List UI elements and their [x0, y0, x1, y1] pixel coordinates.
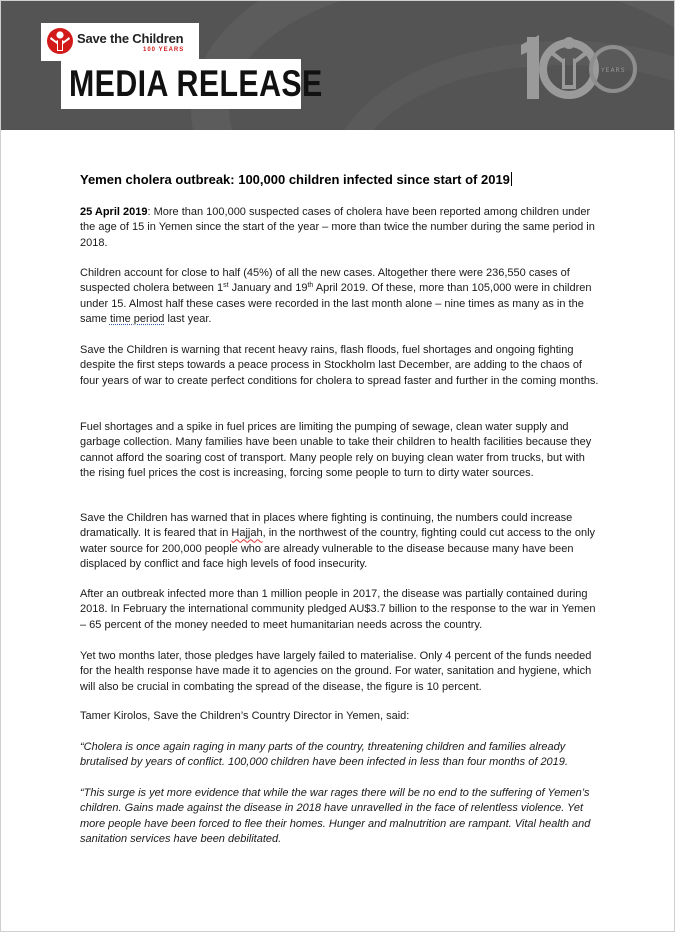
org-tagline: 100 YEARS [143, 47, 185, 53]
paragraph-8: Tamer Kirolos, Save the Children’s Country Director in Yemen, said: [80, 710, 410, 722]
paragraph-4: Fuel shortages and a spike in fuel prices are limiting the pumping of sewage, clean water supply and garbage collection. Many families have been unable to take their children to health facilities because they cannot afford the soaring cost of transport. Many people rely on buying clean water from trucks, but with the rising fuel prices the cost is increasing, forcing some people to turn to dirty water sources. [80, 421, 592, 480]
paragraph-2-a: Children account for close to half (45%) of all the new cases. Altogether there were 236,550 cases of suspected cholera between 1 [80, 267, 570, 295]
superscript-th: th [307, 282, 314, 290]
paragraph-5-a: Save the Children has warned that in places where fighting is continuing, the numbers could increase dramatically. It is feared that in [80, 512, 573, 540]
paragraph-2-d: last year. [164, 313, 212, 326]
header-banner [1, 1, 674, 130]
child-figure-icon [47, 28, 73, 54]
paragraph-1 [80, 205, 600, 251]
paragraph-7: Yet two months later, those pledges have largely failed to materialise. Only 4 percent of the funds needed for the health response have made it to agencies on the ground. For water, sanitation and hygiene, which will also be crucial in combating the spread of the disease, the figure is 10 percent. [80, 650, 592, 693]
save-the-children-logo [41, 23, 199, 61]
media-release-label [61, 59, 323, 109]
paragraph-5 [80, 511, 600, 573]
paragraph-1-text: : More than 100,000 suspected cases of cholera have been reported among children under the age of 15 in Yemen since the start of the year – more than twice the number during the same period in 2018. [80, 206, 595, 249]
headline [80, 172, 620, 187]
paragraph-2-b: January and 19 [228, 282, 308, 295]
quote-2: “This surge is yet more evidence that while the war rages there will be no end to the suffering of Yemen’s children. Gains made against the disease in 2018 have unravelled in the face of relentless violence. Yet more people have been forced to flee their homes. Hunger and malnutrition are rampant. Vital health and sanitation services have been debilitated. [80, 787, 591, 846]
release-text: MEDIA RELEASE [69, 63, 323, 104]
org-name: Save the Children [77, 31, 184, 46]
text-cursor [511, 172, 512, 186]
centenary-100-logo [521, 29, 641, 103]
paragraph-2 [80, 266, 600, 328]
paragraph-3: Save the Children is warning that recent heavy rains, flash floods, fuel shortages and ongoing fighting despite the first steps towards a peace process in Stockholm last December, are adding to the chaos of four years of war to create perfect conditions for cholera to spread faster and further in the coming months. [80, 344, 599, 387]
headline-text: Yemen cholera outbreak: 100,000 children infected since start of 2019 [80, 172, 510, 187]
spelling-flag[interactable]: Hajjah [231, 527, 263, 540]
release-date: 25 April 2019 [80, 206, 148, 218]
paragraph-2-c: April 2019. Of these, more than 105,000 were in children under 15. Almost half these cases were recorded in the last month alone – nine times as many as in the same [80, 282, 592, 326]
paragraph-6: After an outbreak infected more than 1 million people in 2017, the disease was partially contained during 2018. In February the international community pledged AU$3.7 billion to the response to the war in Yemen – 65 percent of the money needed to meet humanitarian needs across the country. [80, 588, 596, 631]
centenary-years-text: YEARS [601, 67, 626, 74]
paragraph-5-b: , in the northwest of the country, fighting could cut access to the only water source for 200,000 people who are already vulnerable to the disease because many have been displaced by conflict and face high levels of food insecurity. [80, 527, 596, 571]
superscript-st: st [223, 282, 229, 290]
grammar-flag[interactable]: time period [109, 313, 165, 326]
quote-1: “Cholera is once again raging in many parts of the country, threatening children and families already brutalised by years of conflict. 100,000 children have been infected in less than four months of 2019. [80, 741, 568, 769]
